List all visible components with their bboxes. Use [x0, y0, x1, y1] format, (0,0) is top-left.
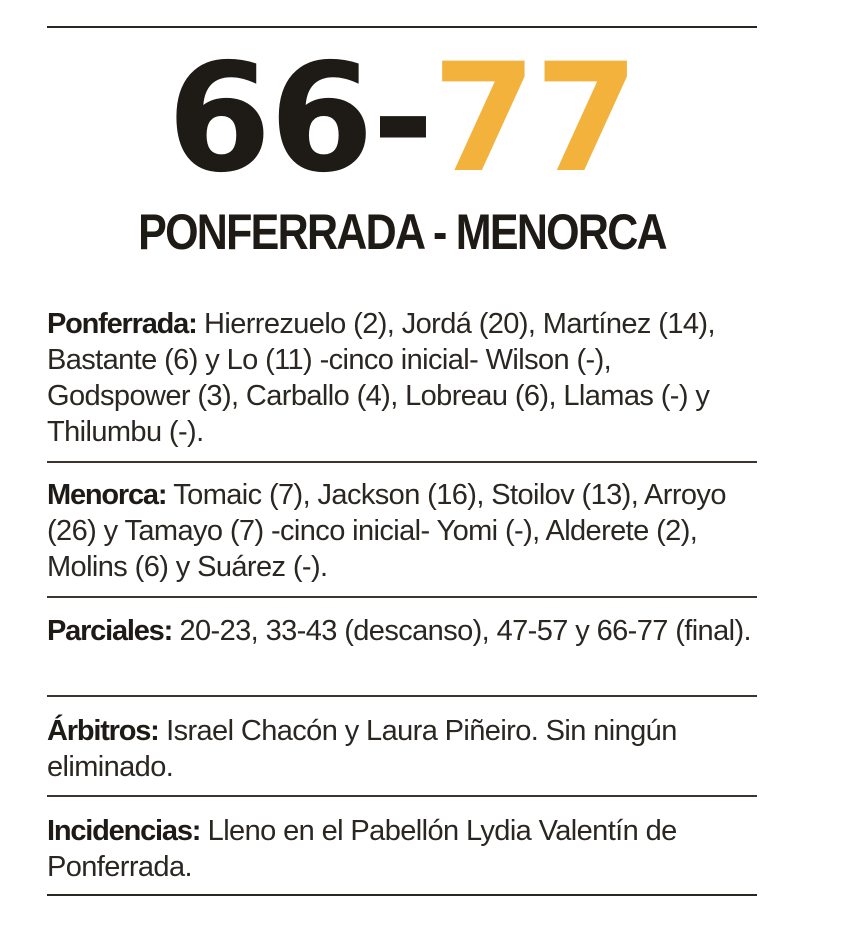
- section-label: Incidencias:: [47, 815, 201, 847]
- score-separator: -: [371, 32, 433, 206]
- divider: [47, 695, 757, 697]
- section-text: Tomaic (7), Jackson (16), Stoilov (13), Arroyo (26) y Tamayo (7) -cinco inicial- Yomi (-), Alderete (2), Molins (6) y Suárez (-).: [47, 479, 726, 583]
- section-arbitros: [47, 713, 757, 785]
- away-score: 77: [432, 32, 637, 206]
- divider: [47, 795, 757, 797]
- section-label: Menorca:: [47, 479, 167, 511]
- section-menorca: [47, 477, 757, 585]
- divider: [47, 461, 757, 463]
- section-text: Lleno en el Pabellón Lydia Valentín de Ponferrada.: [47, 815, 677, 883]
- teams-heading: PONFERRADA - MENORCA: [138, 204, 666, 260]
- section-label: Árbitros:: [47, 715, 159, 747]
- section-text: Hierrezuelo (2), Jordá (20), Martínez (14), Bastante (6) y Lo (11) -cinco inicial- Wilson (-), Godspower (3), Carballo (4), Lobreau (6), Llamas (-) y Thilumbu (-).: [47, 308, 715, 448]
- section-label: Parciales:: [47, 615, 173, 647]
- section-text: 20-23, 33-43 (descanso), 47-57 y 66-77 (final).: [172, 615, 751, 647]
- section-incidencias: [47, 813, 757, 885]
- final-score: [47, 32, 757, 206]
- bottom-rule: [47, 894, 757, 896]
- top-rule: [47, 26, 757, 28]
- section-ponferrada: [47, 306, 757, 450]
- section-text: Israel Chacón y Laura Piñeiro. Sin ningún eliminado.: [47, 715, 677, 783]
- section-label: Ponferrada:: [47, 308, 197, 340]
- divider: [47, 596, 757, 598]
- home-score: 66: [167, 32, 372, 206]
- section-parciales: [47, 613, 757, 649]
